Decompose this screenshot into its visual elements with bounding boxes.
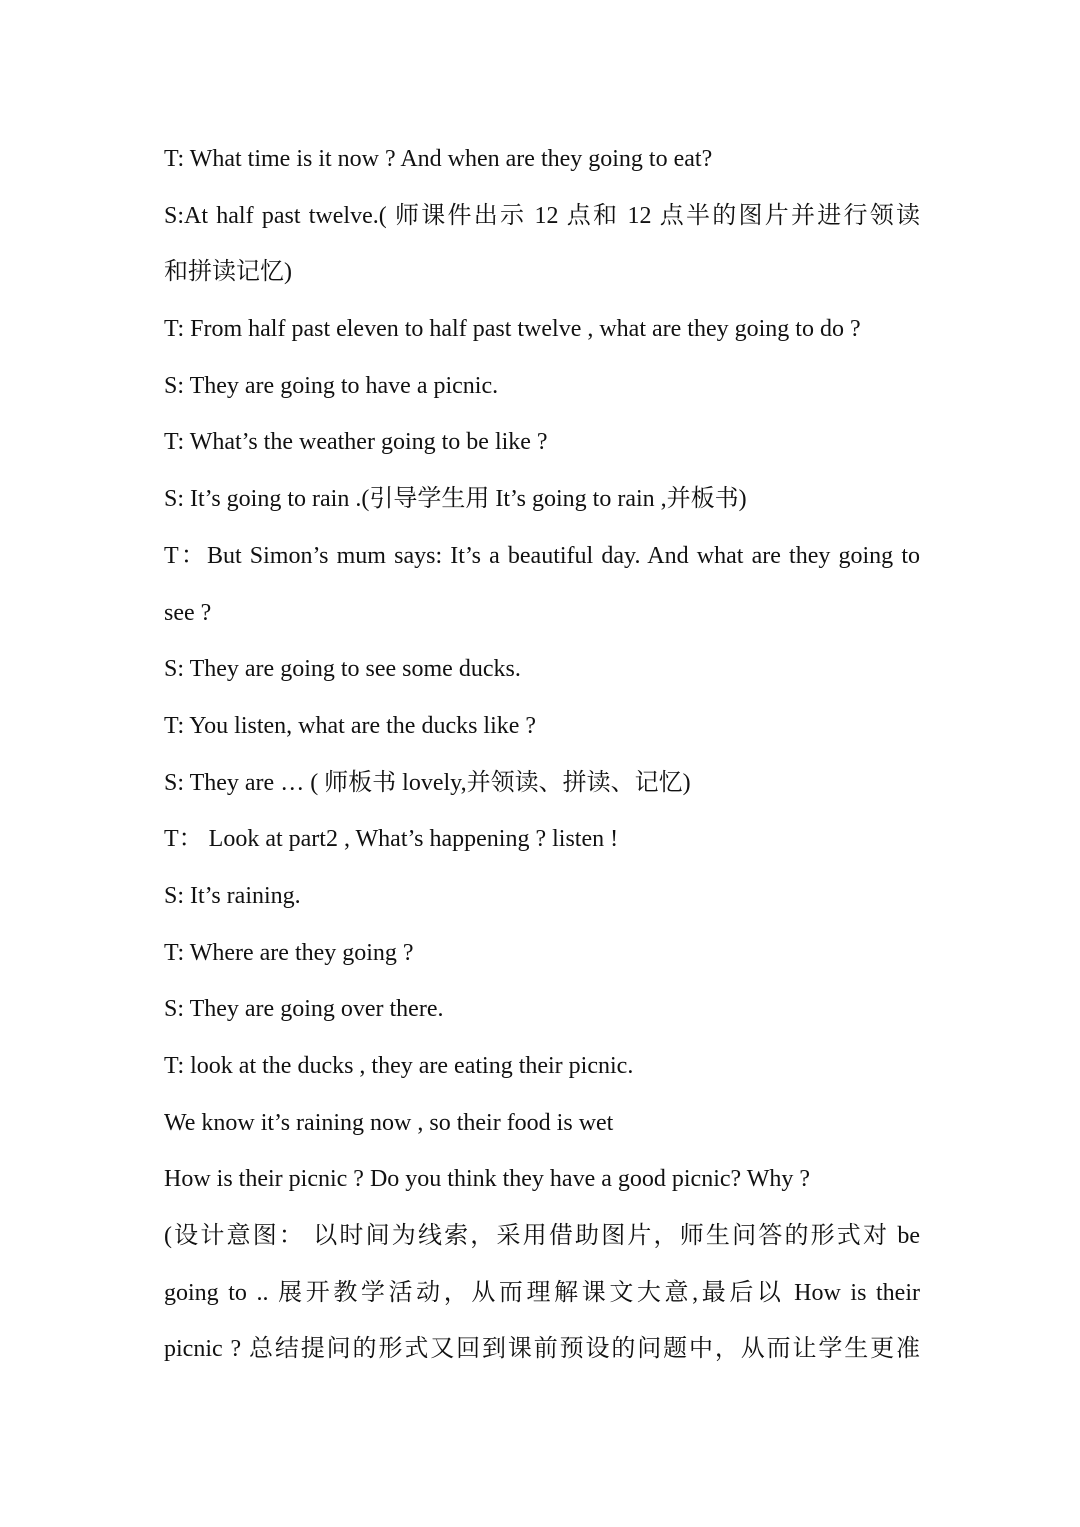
text-line: T: look at the ducks , they are eating their picnic.: [164, 1053, 634, 1079]
text-line: T： Look at part2 , What’s happening ? listen !: [164, 826, 619, 853]
text-line: going to .. 展开教学活动，从而理解课文大意,最后以 How is their: [164, 1279, 920, 1306]
text-line: S: They are going to see some ducks.: [164, 656, 521, 683]
text-line: We know it’s raining now , so their food is wet: [164, 1109, 614, 1136]
text-line: T: Where are they going ?: [164, 939, 414, 966]
text-line: see ?: [164, 599, 212, 626]
text-line: T: What time is it now ? And when are they going to eat?: [164, 146, 713, 172]
text-line: T：But Simon’s mum says: It’s a beautiful day. And what are they going to: [164, 542, 920, 569]
text-line: T: What’s the weather going to be like ?: [164, 429, 548, 456]
text-line: S: They are … ( 师板书 lovely,并领读、拼读、记忆): [164, 769, 691, 796]
text-line: S: They are going over there.: [164, 996, 444, 1023]
text-line: S: They are going to have a picnic.: [164, 372, 499, 399]
text-line: S: It’s going to rain .(引导学生用 It’s going to rain ,并板书): [164, 486, 747, 513]
text-line: S: It’s raining.: [164, 882, 301, 909]
document-body: [164, 131, 920, 1378]
text-line: S:At half past twelve.( 师课件出示 12 点和 12 点半的图片并进行领读: [164, 202, 920, 229]
text-line: How is their picnic ? Do you think they have a good picnic? Why ?: [164, 1166, 811, 1193]
text-line: 和拼读记忆): [164, 259, 292, 286]
text-line: T: From half past eleven to half past twelve , what are they going to do ?: [164, 316, 861, 343]
text-line: (设计意图： 以时间为线索，采用借助图片，师生问答的形式对 be: [164, 1223, 920, 1250]
text-line: picnic ? 总结提问的形式又回到课前预设的问题中，从而让学生更准: [164, 1336, 920, 1363]
text-line: T: You listen, what are the ducks like ?: [164, 712, 537, 739]
